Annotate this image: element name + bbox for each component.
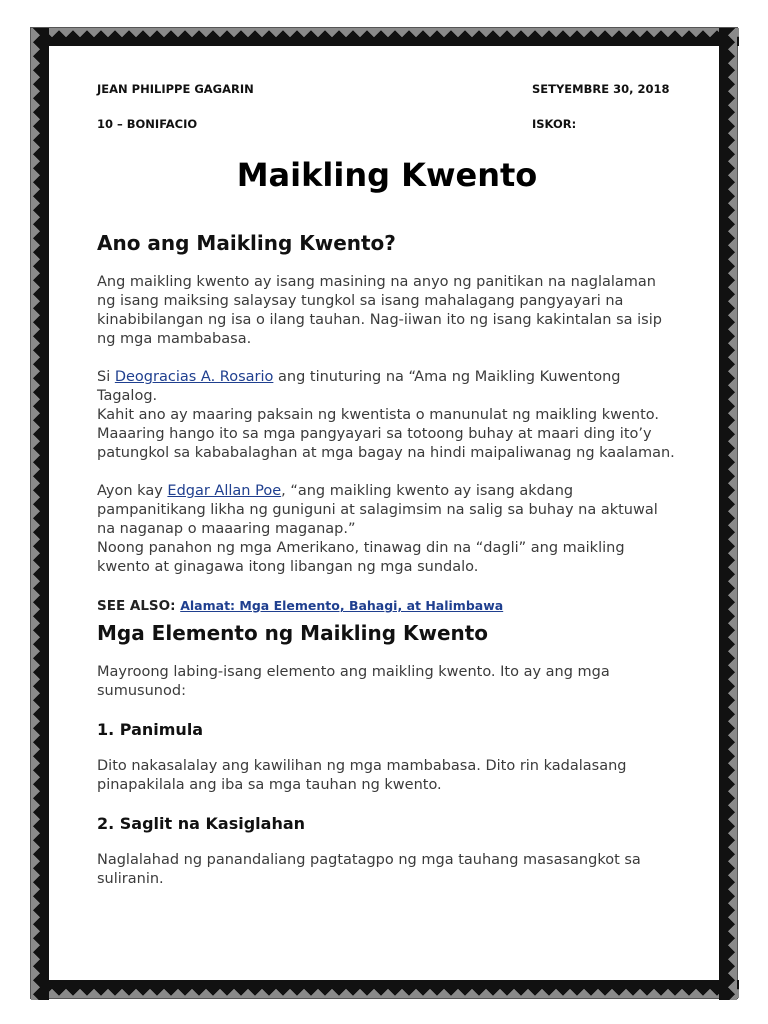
decorative-border-right: [719, 28, 737, 1000]
see-also: [97, 596, 677, 616]
see-also-link[interactable]: Alamat: Mga Elemento, Bahagi, at Halimbawa: [180, 598, 504, 613]
rosario-post: ang tinuturing na “Ama ng Maikling Kuwentong Tagalog.: [97, 369, 621, 404]
item2-heading: 2. Saglit na Kasiglahan: [97, 814, 306, 833]
poe-link[interactable]: Edgar Allan Poe: [167, 483, 282, 499]
rosario-pre: Si: [97, 369, 115, 385]
document-content: [97, 80, 677, 908]
poe-continuation: Noong panahon ng mga Amerikano, tinawag din na “dagli” ang maikling kwento at ginagawa itong libangan ng mga sundalo.: [97, 540, 625, 575]
elements-heading: Mga Elemento ng Maikling Kwento: [97, 621, 489, 645]
decorative-border-top: [31, 28, 739, 46]
page-title: Maikling Kwento: [236, 156, 538, 194]
poe-pre: Ayon kay: [97, 483, 168, 499]
intro-heading: Ano ang Maikling Kwento?: [97, 231, 396, 255]
rosario-link[interactable]: Deogracias A. Rosario: [114, 369, 274, 385]
intro-paragraph: Ang maikling kwento ay isang masining na anyo ng panitikan na naglalaman ng isang maiksing salaysay tungkol sa isang mahalagang pangyayari na kinabibilangan ng isa o ilang tauhan. Nag-iiwan ito ng isang kakintalan sa isip ng mga mambabasa.: [97, 274, 662, 347]
item2-text: Naglalahad ng panandaliang pagtatagpo ng mga tauhang masasangkot sa suliranin.: [97, 852, 641, 887]
decorative-border-bottom: [31, 980, 739, 998]
item1-text: Dito nakasalalay ang kawilihan ng mga mambabasa. Dito rin kadalasang pinapakilala ang iba sa mga tauhan ng kwento.: [97, 758, 627, 793]
elements-intro: Mayroong labing-isang elemento ang maikling kwento. Ito ay ang mga sumusunod:: [97, 664, 610, 699]
rosario-paragraph: [97, 368, 677, 463]
rosario-continuation: Kahit ano ay maaring paksain ng kwentista o manunulat ng maikling kwento. Maaaring hango ito sa mga pangyayari sa totoong buhay at maari ding ito’y patungkol sa kababalaghan at mga bagay na hindi maipaliwanag ng kaalaman.: [97, 407, 675, 461]
score-label: ISKOR:: [532, 117, 577, 131]
document-date: SETYEMBRE 30, 2018: [532, 82, 670, 96]
item1-heading: 1. Panimula: [97, 720, 204, 739]
header-row-2: [97, 115, 677, 134]
poe-paragraph: [97, 482, 677, 577]
header-row-1: [97, 80, 677, 99]
author-name: JEAN PHILIPPE GAGARIN: [97, 82, 254, 96]
document-page: [30, 27, 738, 999]
see-also-label: SEE ALSO:: [97, 598, 176, 614]
poe-post: , “ang maikling kwento ay isang akdang pampanitikang likha ng guniguni at salagimsim na salig sa buhay na aktuwal na naganap o maaaring maganap.”: [97, 483, 658, 537]
class-section: 10 – BONIFACIO: [97, 117, 198, 131]
decorative-border-left: [31, 28, 49, 1000]
